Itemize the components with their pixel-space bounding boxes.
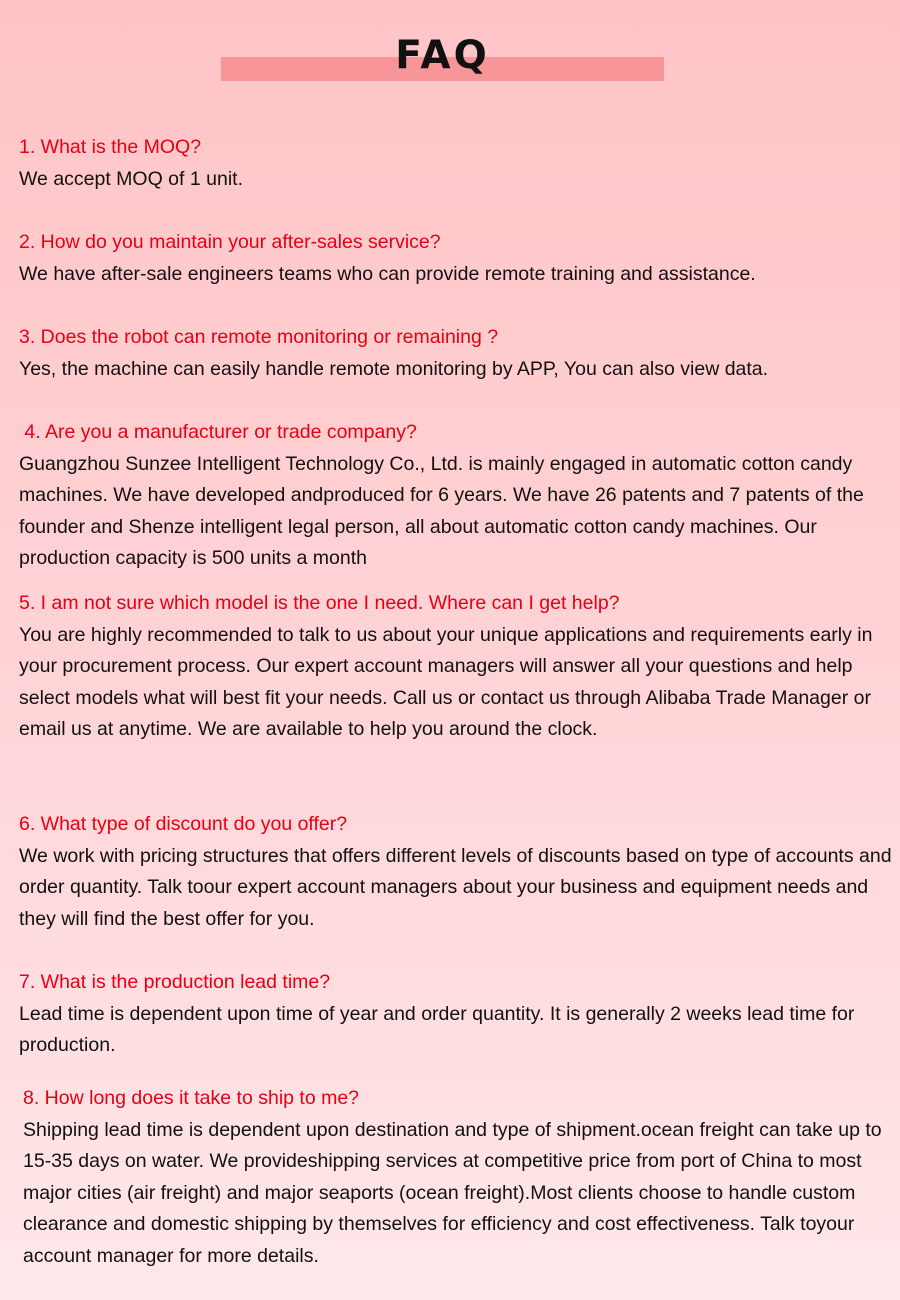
faq-item-2 (19, 227, 899, 290)
faq-question: 7. What is the production lead time? (19, 971, 331, 993)
faq-question: 8. How long does it take to ship to me? (23, 1087, 360, 1109)
faq-item-6 (19, 809, 899, 935)
faq-answer: We accept MOQ of 1 unit. (19, 167, 243, 190)
faq-question: 4. Are you a manufacturer or trade company? (19, 421, 417, 443)
faq-answer: Guangzhou Sunzee Intelligent Technology Co., Ltd. is mainly engaged in automatic cotton candy machines. We have developed andproduced for 6 years. We have 26 patents and 7 patents of the founder and Shenze intelligent legal person, all about automatic cotton candy machines. Our production capacity is 500 units a month (19, 452, 864, 569)
faq-question: 2. How do you maintain your after-sales service? (19, 231, 441, 253)
faq-item-1 (19, 132, 899, 195)
faq-question: 3. Does the robot can remote monitoring or remaining ? (19, 326, 499, 348)
faq-answer: Lead time is dependent upon time of year and order quantity. It is generally 2 weeks lead time for production. (19, 1002, 855, 1056)
faq-question: 6. What type of discount do you offer? (19, 813, 348, 835)
faq-question: 1. What is the MOQ? (19, 136, 202, 158)
faq-item-3 (19, 322, 899, 385)
faq-item-8 (23, 1083, 899, 1272)
faq-answer: You are highly recommended to talk to us about your unique applications and requirements early in your procurement process. Our expert account managers will answer all your questions and help select models what will best fit your needs. Call us or contact us through Alibaba Trade Manager or email us at anytime. We are available to help you around the clock. (19, 623, 873, 740)
faq-item-5 (19, 588, 899, 746)
faq-item-7 (19, 967, 899, 1062)
faq-header (0, 0, 900, 100)
page-title: FAQ (395, 33, 490, 78)
faq-answer: We have after-sale engineers teams who can provide remote training and assistance. (19, 262, 756, 285)
faq-item-4 (19, 417, 899, 575)
faq-answer: Shipping lead time is dependent upon destination and type of shipment.ocean freight can take up to 15-35 days on water. We provideshipping services at competitive price from port of China to most major cities (air freight) and major seaports (ocean freight).Most clients choose to handle custom clearance and domestic shipping by themselves for efficiency and cost effectiveness. Talk toyour account manager for more details. (23, 1118, 882, 1267)
faq-answer: We work with pricing structures that offers different levels of discounts based on type of accounts and order quantity. Talk toour expert account managers about your business and equipment needs and they will find the best offer for you. (19, 844, 892, 930)
faq-question: 5. I am not sure which model is the one I need. Where can I get help? (19, 592, 620, 614)
faq-answer: Yes, the machine can easily handle remote monitoring by APP, You can also view data. (19, 357, 769, 380)
